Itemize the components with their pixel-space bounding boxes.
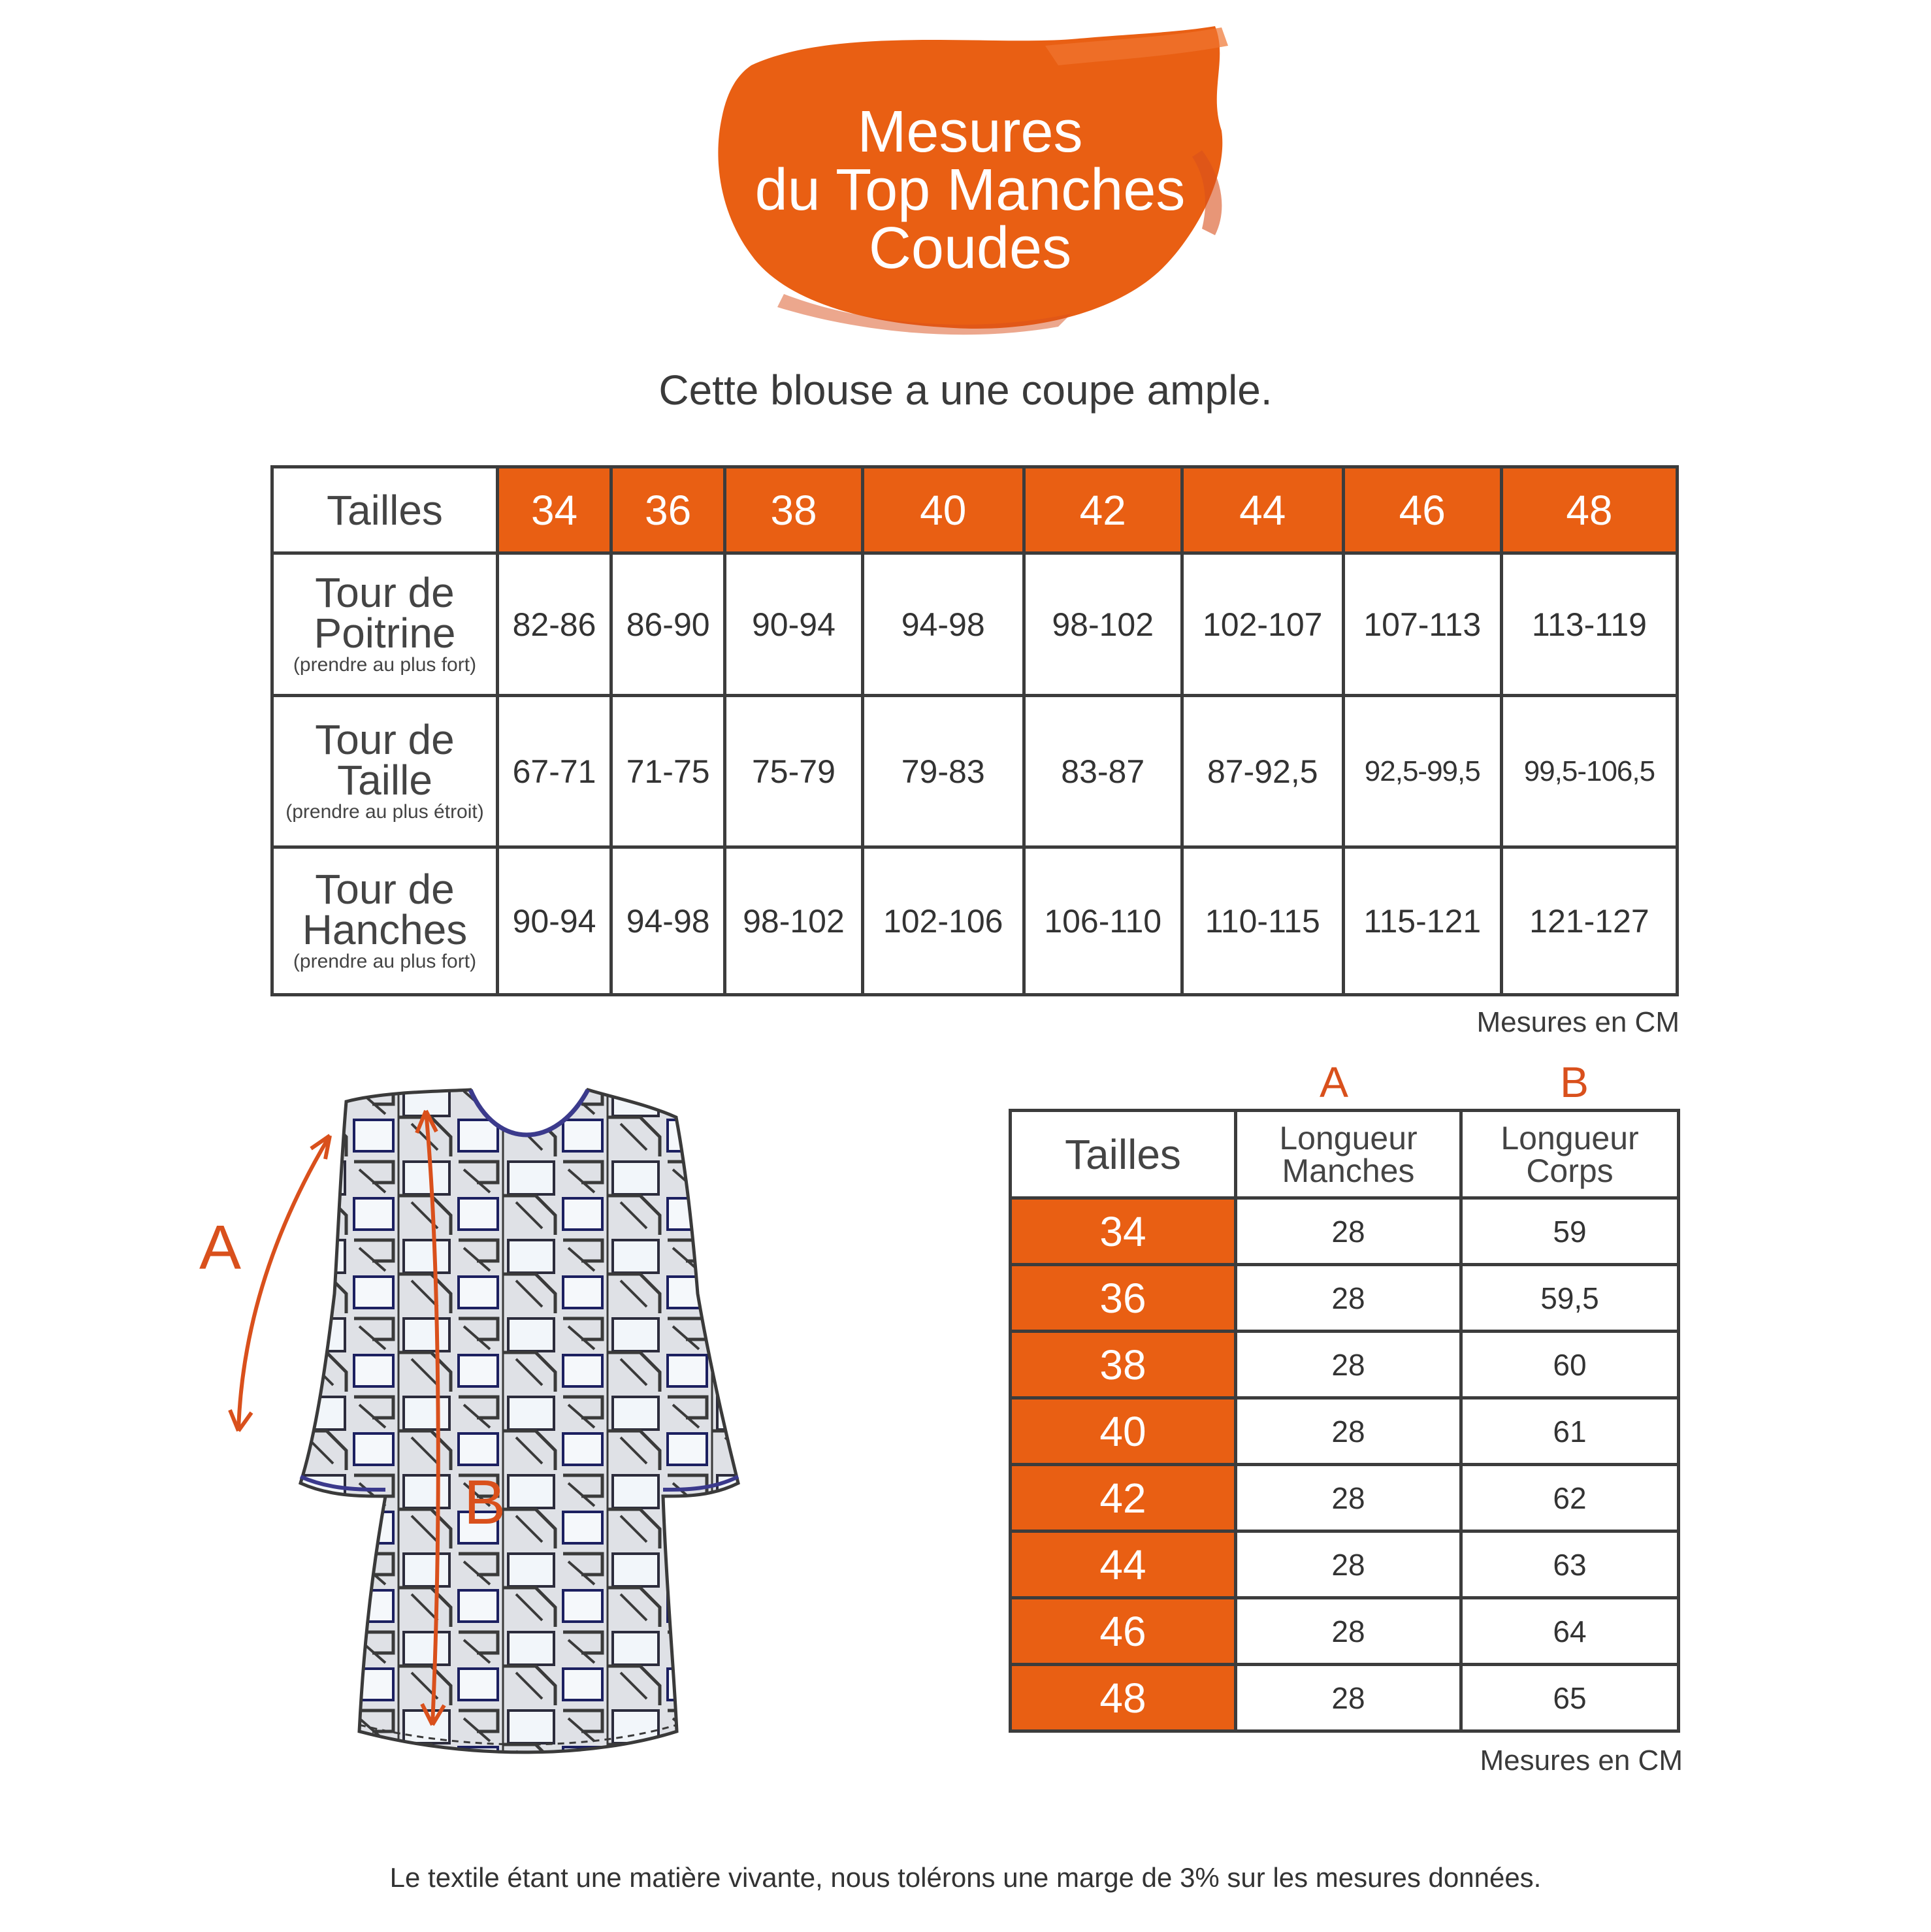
size-cell: 42 xyxy=(1011,1465,1236,1531)
table-cell: 107-113 xyxy=(1343,553,1501,696)
row-label-note: (prendre au plus étroit) xyxy=(285,800,484,823)
table-cell: 90-94 xyxy=(725,553,863,696)
table-cell: 28 xyxy=(1236,1332,1461,1398)
column-letter-a: A xyxy=(1320,1058,1349,1106)
table-cell: 98-102 xyxy=(1024,553,1182,696)
table-cell: 28 xyxy=(1236,1265,1461,1332)
column-header-line-2: Corps xyxy=(1526,1152,1614,1189)
row-label-line-1: Tour de xyxy=(315,568,455,616)
table-cell: 94-98 xyxy=(862,553,1024,696)
table-cell: 106-110 xyxy=(1024,847,1182,995)
table-cell: 86-90 xyxy=(611,553,725,696)
row-label-note: (prendre au plus fort) xyxy=(293,653,477,676)
table-cell: 28 xyxy=(1236,1531,1461,1598)
page-title xyxy=(706,99,1235,281)
size-cell: 36 xyxy=(1011,1265,1236,1332)
table-cell: 59,5 xyxy=(1461,1265,1679,1332)
table-cell: 115-121 xyxy=(1343,847,1501,995)
table-cell: 83-87 xyxy=(1024,696,1182,847)
size-header-38: 38 xyxy=(725,467,863,553)
row-label-hanches xyxy=(272,847,498,995)
size-table-header-row xyxy=(272,467,1678,553)
footer-note: Le textile étant une matière vivante, nous tolérons une marge de 3% sur les mesures données. xyxy=(389,1862,1542,1893)
table-cell: 60 xyxy=(1461,1332,1679,1398)
subtitle: Cette blouse a une coupe ample. xyxy=(658,367,1273,414)
size-cell: 46 xyxy=(1011,1598,1236,1665)
table-row xyxy=(1011,1265,1679,1332)
table-row xyxy=(272,553,1678,696)
table-cell: 63 xyxy=(1461,1531,1679,1598)
table-row xyxy=(1011,1332,1679,1398)
table-cell: 67-71 xyxy=(498,696,611,847)
table-cell: 71-75 xyxy=(611,696,725,847)
size-header-42: 42 xyxy=(1024,467,1182,553)
column-header-line-2: Manches xyxy=(1282,1152,1415,1189)
row-label-line-1: Tour de xyxy=(315,865,455,913)
table-cell: 59 xyxy=(1461,1198,1679,1265)
size-header-40: 40 xyxy=(862,467,1024,553)
table-cell: 28 xyxy=(1236,1198,1461,1265)
size-cell: 40 xyxy=(1011,1398,1236,1465)
table-cell: 90-94 xyxy=(498,847,611,995)
column-header-line-1: Longueur xyxy=(1501,1119,1639,1156)
table-cell: 102-107 xyxy=(1182,553,1343,696)
table-row xyxy=(272,696,1678,847)
table-cell: 94-98 xyxy=(611,847,725,995)
size-header-44: 44 xyxy=(1182,467,1343,553)
column-header-line-1: Longueur xyxy=(1279,1119,1418,1156)
column-header-longueur-manches xyxy=(1236,1111,1461,1198)
table-cell: 92,5-99,5 xyxy=(1343,696,1501,847)
table-row xyxy=(1011,1398,1679,1465)
size-cell: 48 xyxy=(1011,1665,1236,1731)
size-cell: 44 xyxy=(1011,1531,1236,1598)
row-label-line-2: Taille xyxy=(337,756,432,804)
size-header-36: 36 xyxy=(611,467,725,553)
table-cell: 28 xyxy=(1236,1598,1461,1665)
size-table-header-label: Tailles xyxy=(272,467,498,553)
row-label-poitrine xyxy=(272,553,498,696)
table-row xyxy=(1011,1198,1679,1265)
table-cell: 99,5-106,5 xyxy=(1501,696,1677,847)
measurement-label-a: A xyxy=(199,1213,242,1283)
table-row xyxy=(1011,1598,1679,1665)
measurement-label-b: B xyxy=(464,1467,506,1537)
table-cell: 87-92,5 xyxy=(1182,696,1343,847)
table-row xyxy=(1011,1465,1679,1531)
table-cell: 79-83 xyxy=(862,696,1024,847)
table-cell: 28 xyxy=(1236,1465,1461,1531)
table-row xyxy=(1011,1665,1679,1731)
table-cell: 75-79 xyxy=(725,696,863,847)
size-header-48: 48 xyxy=(1501,467,1677,553)
title-line-2: du Top Manches xyxy=(755,157,1186,223)
table-cell: 121-127 xyxy=(1501,847,1677,995)
table-cell: 113-119 xyxy=(1501,553,1677,696)
table-cell: 28 xyxy=(1236,1398,1461,1465)
garment-diagram xyxy=(189,1078,875,1764)
title-line-3: Coudes xyxy=(868,216,1072,281)
table-cell: 65 xyxy=(1461,1665,1679,1731)
table-cell: 82-86 xyxy=(498,553,611,696)
table-cell: 61 xyxy=(1461,1398,1679,1465)
table-cell: 110-115 xyxy=(1182,847,1343,995)
size-cell: 34 xyxy=(1011,1198,1236,1265)
table-cell: 28 xyxy=(1236,1665,1461,1731)
size-header-34: 34 xyxy=(498,467,611,553)
row-label-line-1: Tour de xyxy=(315,715,455,763)
table-cell: 98-102 xyxy=(725,847,863,995)
size-cell: 38 xyxy=(1011,1332,1236,1398)
length-table-header-label: Tailles xyxy=(1011,1111,1236,1198)
title-line-1: Mesures xyxy=(857,99,1083,165)
table-row xyxy=(272,847,1678,995)
size-header-46: 46 xyxy=(1343,467,1501,553)
length-table xyxy=(1009,1109,1680,1733)
row-label-taille xyxy=(272,696,498,847)
row-label-line-2: Hanches xyxy=(302,906,468,953)
table-cell: 102-106 xyxy=(862,847,1024,995)
size-table xyxy=(270,465,1679,996)
length-table-header-row xyxy=(1011,1111,1679,1198)
column-header-longueur-corps xyxy=(1461,1111,1679,1198)
table-cell: 62 xyxy=(1461,1465,1679,1531)
table-row xyxy=(1011,1531,1679,1598)
row-label-line-2: Poitrine xyxy=(314,609,456,657)
units-label-length-table: Mesures en CM xyxy=(1480,1744,1683,1776)
table-cell: 64 xyxy=(1461,1598,1679,1665)
column-letter-b: B xyxy=(1560,1058,1589,1106)
units-label-size-table: Mesures en CM xyxy=(1476,1006,1679,1038)
row-label-note: (prendre au plus fort) xyxy=(293,950,477,972)
